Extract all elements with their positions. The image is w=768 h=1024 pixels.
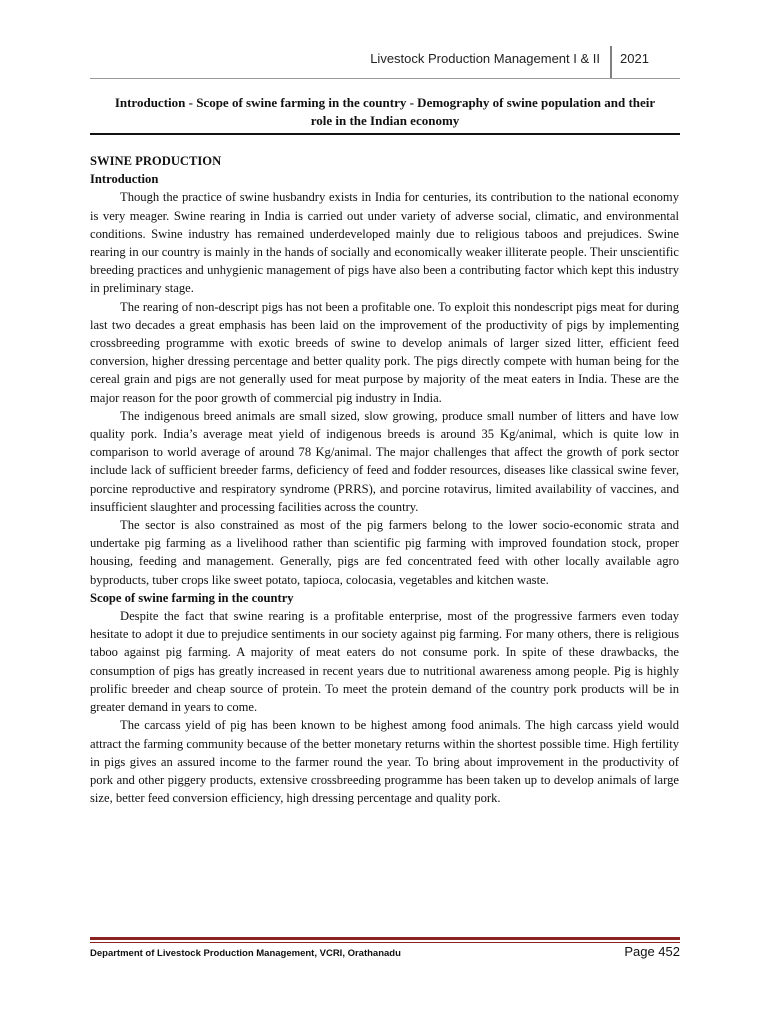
footer-rule-thick xyxy=(90,937,680,940)
running-header xyxy=(90,46,680,84)
page-number: Page 452 xyxy=(624,944,680,959)
scope-heading: Scope of swine farming in the country xyxy=(90,590,294,605)
introduction-paragraph: Though the practice of swine husbandry exists in India for centuries, its contribution to the national economy is very meager. Swine rearing in India is carried out under variety of adverse social, climatic, and environmental conditions. Swine industry has remained underdeveloped mainly due to religious taboos and prejudices. Swine rearing in our country is mainly in the hands of socially and economically weaker illiterate people. Their unscientific breeding practices and unhygienic management of pigs have also been a contributing factor which kept this industry in preliminary stage. xyxy=(90,190,679,296)
page-body xyxy=(90,152,679,807)
document-title-line-2: role in the Indian economy xyxy=(310,113,460,128)
introduction-paragraph: The indigenous breed animals are small sized, slow growing, produce small number of litters and have low quality pork. India’s average meat yield of indigenous breeds is around 35 Kg/animal, which is quite low in comparison to world average of around 78 Kg/animal. The major challenges that affect the growth of pork sector include lack of sufficient breeder farms, deficiency of feed and fodder resources, diseases like classical swine fever, porcine reproductive and respiratory syndrome (PRRS), and porcine rotavirus, limited availability of vaccines, and insufficient slaughter and processing facilities across the country. xyxy=(90,408,679,514)
scope-paragraph: Despite the fact that swine rearing is a profitable enterprise, most of the progressive farmers even today hesitate to adopt it due to prejudice sentiments in our society against pig farming. For many others, there is religious taboo against pig farming. A majority of meat eaters do not consume pork. In spite of these drawbacks, the consumption of pigs has greatly increased in recent years due to nutritional awareness among people. Pig is highly prolific breeder and cheap source of protein. To meet the protein demand of the country pork products will be in greater demand in years to come. xyxy=(90,609,679,715)
introduction-heading: Introduction xyxy=(90,172,159,187)
document-title xyxy=(90,94,680,130)
introduction-paragraph: The rearing of non-descript pigs has not been a profitable one. To exploit this nondescript pigs meat for during last two decades a great emphasis has been laid on the improvement of the productivity of pigs by implementing crossbreeding programme with exotic breeds of swine to develop animals of larger sized litter, efficient feed conversion, higher dressing percentage and better quality pork. The pigs directly compete with human being for the cereal grain and pigs are not generally used for meat purpose by majority of the meat eaters in India. These are the major reason for the poor growth of commercial pig industry in India. xyxy=(90,299,679,405)
title-rule xyxy=(90,133,680,135)
header-course-title: Livestock Production Management I & II xyxy=(370,51,600,66)
header-year: 2021 xyxy=(620,51,649,66)
footer-department: Department of Livestock Production Management, VCRI, Orathanadu xyxy=(90,948,401,959)
scope-paragraph: The carcass yield of pig has been known to be highest among food animals. The high carcass yield would attract the farming community because of the better monetary returns within the shortest possible time. High fertility in pigs gives an assured income to the farmer round the year. To bring about improvement in the productivity of pork and other piggery products, extensive crossbreeding programme has been taken up to develop animals of large size, better feed conversion efficiency, high dressing percentage and quality pork. xyxy=(90,718,679,806)
section-title: SWINE PRODUCTION xyxy=(90,154,222,168)
header-separator xyxy=(610,46,612,78)
footer-rule-thin xyxy=(90,942,680,943)
introduction-paragraph: The sector is also constrained as most of the pig farmers belong to the lower socio-economic strata and undertake pig farming as a livelihood rather than scientific pig farming with improved foundation stock, proper housing, feeding and management. Generally, pigs are fed concentrated feed with other locally available agro byproducts, tuber crops like sweet potato, tapioca, colocasia, vegetables and kitchen waste. xyxy=(90,518,679,587)
header-rule xyxy=(90,78,680,79)
document-title-line-1: Introduction - Scope of swine farming in the country - Demography of swine population and their xyxy=(114,95,656,110)
